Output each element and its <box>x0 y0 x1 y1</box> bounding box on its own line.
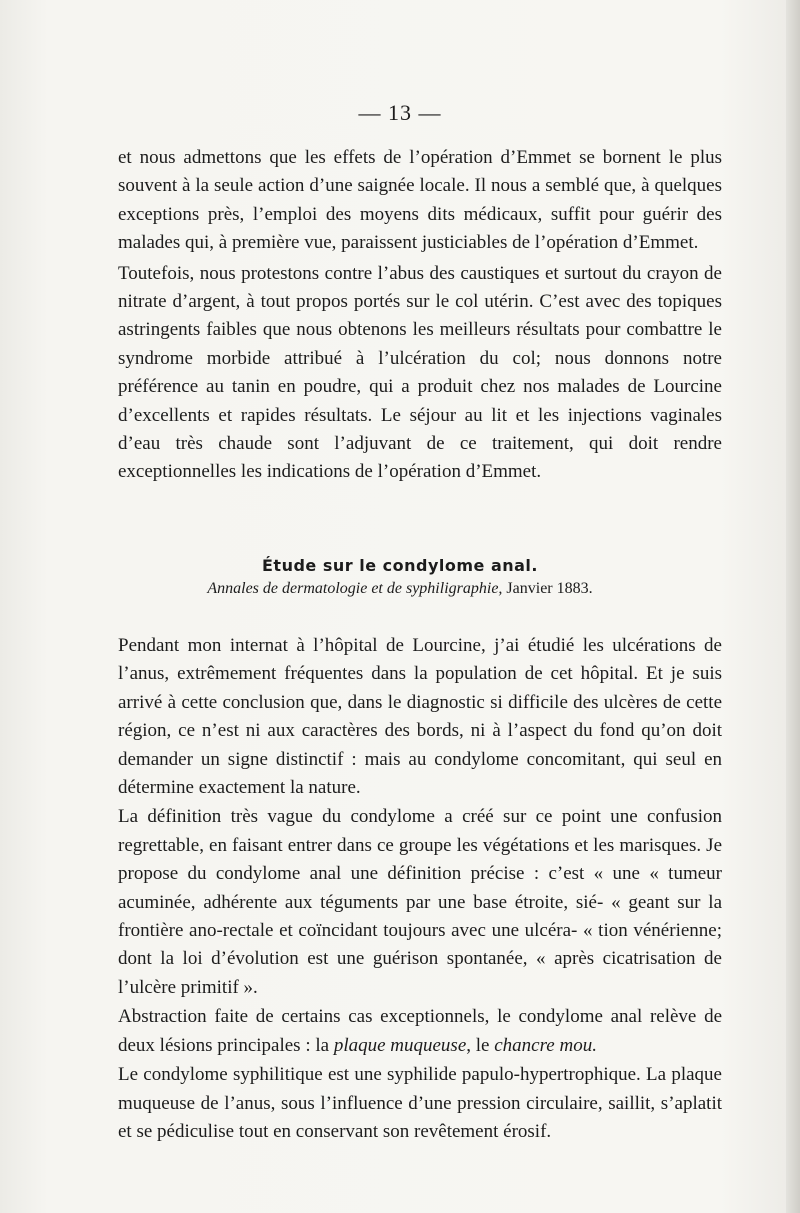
paragraph-text: Abstraction faite de certains cas exceptionnels, le condylome anal relève de deux lésions principales : la <box>118 1006 722 1056</box>
paragraph: et nous admettons que les effets de l’opération d’Emmet se bornent le plus souvent à la seule action d’une saignée locale. Il nous a semblé que, à quelques exceptions près, l’emploi des moyens dits médicaux, suffit pour guérir des malades qui, à première vue, paraissent justiciables de l’opération d’Emmet. <box>118 147 722 254</box>
paragraph-text: , le <box>466 1034 495 1056</box>
section-text-block <box>118 632 722 1146</box>
emphasis-term: plaque muqueuse <box>333 1034 467 1056</box>
citation <box>0 580 800 598</box>
section-title: Étude sur le condylome anal. <box>262 556 538 575</box>
paragraph <box>118 1003 722 1060</box>
page-number: — 13 — <box>358 100 442 125</box>
citation-journal: Annales de dermatologie et de syphiligraphie, <box>207 580 503 597</box>
page-edge-shadow <box>786 0 800 1213</box>
citation-date: Janvier 1883. <box>506 580 593 597</box>
paragraph: Le condylome syphilitique est une syphilide papulo-hypertrophique. La plaque muqueuse de l’anus, sous l’influence d’une pression circulaire, saillit, s’aplatit et se pédiculise tout en conservant son revêtement érosif. <box>118 1064 722 1142</box>
emphasis-term: chancre mou. <box>494 1034 597 1056</box>
intro-text-block <box>118 144 722 487</box>
paragraph: Toutefois, nous protestons contre l’abus des caustiques et surtout du crayon de nitrate d’argent, à tout propos portés sur le col utérin. C’est avec des topiques astringents faibles que nous obtenons les meilleurs résultats pour combattre le syndrome morbide attribué à l’ulcération du col; nous donnons notre préférence au tanin en poudre, qui a produit chez nos malades de Lourcine d’excellents et rapides résultats. Le séjour au lit et les injections vaginales d’eau très chaude sont l’adjuvant de ce traitement, qui doit rendre exceptionnelles les indications de l’opération d’Emmet. <box>118 262 722 483</box>
paragraph: La définition très vague du condylome a créé sur ce point une confusion regrettable, en faisant entrer dans ce groupe les végétations et les marisques. Je propose du condylome anal une définition précise : c’est « une « tumeur acuminée, adhérente aux téguments par une base étroite, sié- « geant sur la frontière ano-rectale et coïncidant toujours avec une ulcéra- « tion vénérienne; dont la loi d’évolution est une guérison spontanée, « après cicatrisation de l’ulcère primitif ». <box>118 806 722 998</box>
paragraph: Pendant mon internat à l’hôpital de Lourcine, j’ai étudié les ulcérations de l’anus, extrêmement fréquentes dans la population de cet hôpital. Et je suis arrivé à cette conclusion que, dans le diagnostic si difficile des ulcères de cette région, ce n’est ni aux caractères des bords, ni à l’aspect du fond qu’on doit demander un signe distinctif : mais au condylome concomitant, qui seul en détermine exactement la nature. <box>118 635 722 799</box>
